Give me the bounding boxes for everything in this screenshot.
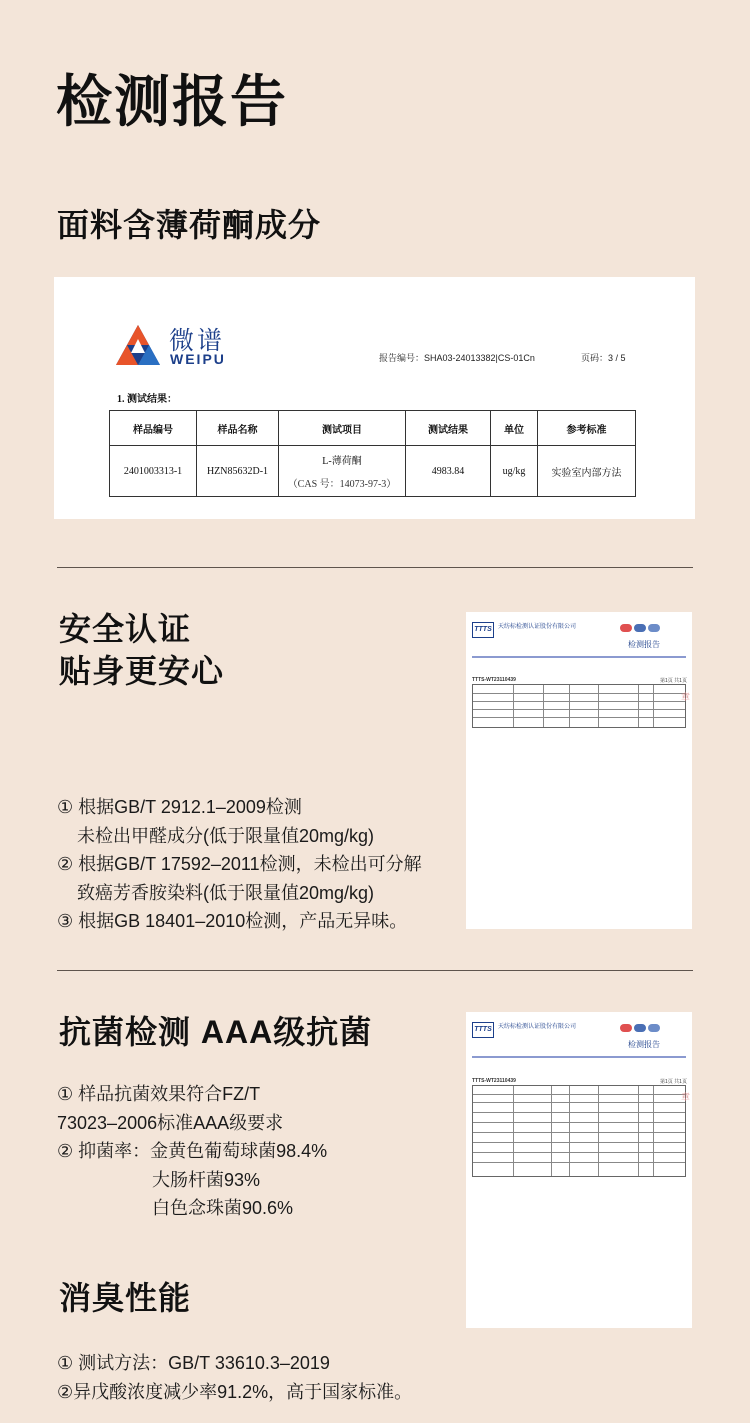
list-item: ③ 根据GB 18401–2010检测，产品无异味。 <box>57 911 408 931</box>
doc-rule <box>472 656 686 658</box>
doc-company: 天纺标检测认证股份有限公司 <box>498 624 577 630</box>
table-header: 样品编号 <box>110 411 197 446</box>
cert-logos-icon <box>620 1024 660 1032</box>
list-item: 未检出甲醛成分(低于限量值20mg/kg) <box>57 825 375 846</box>
table-header: 参考标准 <box>538 411 636 446</box>
ttts-logo-icon: TTTS <box>472 1022 494 1038</box>
test-item-cas: （CAS 号：14073-97-3） <box>287 479 397 490</box>
list-item: 白色念珠菌90.6% <box>152 1198 294 1218</box>
list-item: 73023–2006标准AAA级要求 <box>57 1112 284 1133</box>
table-row <box>110 446 636 497</box>
page-title: 检测报告 <box>56 70 288 133</box>
menthone-report-image <box>54 277 695 519</box>
deodor-list <box>57 1349 412 1406</box>
brand-name-en: WEIPU <box>170 351 226 367</box>
doc-rule <box>472 1056 686 1058</box>
list-item: ① 根据GB/T 2912.1–2009检测 <box>57 797 302 817</box>
weipu-logo-icon <box>114 323 162 367</box>
list-item: ②异戊酸浓度减少率91.2%，高于国家标准。 <box>57 1381 413 1402</box>
table-header: 测试项目 <box>279 411 406 446</box>
test-unit: ug/kg <box>491 446 538 497</box>
safety-list <box>57 793 422 936</box>
table-header: 测试结果 <box>406 411 491 446</box>
list-item: ① 样品抗菌效果符合FZ/T <box>57 1084 261 1104</box>
doc-table <box>472 1085 686 1177</box>
list-item: ① 测试方法：GB/T 33610.3–2019 <box>57 1353 330 1373</box>
antibacterial-list <box>57 1080 327 1223</box>
reference-standard: 实验室内部方法 <box>538 446 636 497</box>
deodor-heading: 消臭性能 <box>59 1280 192 1316</box>
table-header: 单位 <box>491 411 538 446</box>
cert-logos-icon <box>620 624 660 632</box>
ttts-logo-icon: TTTS <box>472 622 494 638</box>
list-item: 致癌芳香胺染料(低于限量值20mg/kg) <box>57 882 375 903</box>
doc-title: 检测报告 <box>628 1040 660 1049</box>
sample-name: HZN85632D-1 <box>197 446 279 497</box>
test-item <box>279 446 406 497</box>
doc-report-id: TTTS-WT23110439 <box>472 677 516 683</box>
test-result: 4983.84 <box>406 446 491 497</box>
test-results-label: 1. 测试结果： <box>117 394 177 405</box>
brand-name-cn: 微谱 <box>169 326 226 355</box>
doc-report-id: TTTS-WT23110439 <box>472 1078 516 1084</box>
sample-number: 2401003313-1 <box>110 446 197 497</box>
antibacterial-report-image <box>466 1012 692 1328</box>
doc-title: 检测报告 <box>628 640 660 649</box>
doc-company: 天纺标检测认证股份有限公司 <box>498 1024 577 1030</box>
section-divider <box>57 970 693 971</box>
test-item-name: L-薄荷酮 <box>322 456 362 467</box>
table-header: 样品名称 <box>197 411 279 446</box>
section-divider <box>57 567 693 568</box>
list-item: 大肠杆菌93% <box>152 1169 261 1190</box>
list-item: ② 抑菌率：金黄色葡萄球菌98.4% <box>57 1141 328 1161</box>
results-table <box>109 410 636 497</box>
stamp-icon: 章 <box>680 692 690 701</box>
antibacterial-heading: 抗菌检测 AAA级抗菌 <box>59 1014 373 1050</box>
doc-page: 第1页 共1页 <box>660 678 687 684</box>
list-item: ② 根据GB/T 17592–2011检测，未检出可分解 <box>57 854 422 874</box>
report-page-number: 页码：3 / 5 <box>581 353 626 363</box>
doc-table <box>472 684 686 728</box>
safety-report-image <box>466 612 692 929</box>
stamp-icon: 章 <box>680 1092 690 1101</box>
safety-heading-line2: 贴身更安心 <box>59 653 225 689</box>
table-header-row <box>110 411 636 446</box>
doc-page: 第1页 共1页 <box>660 1079 687 1085</box>
report-number: 报告编号：SHA03-24013382|CS-01Cn <box>379 353 535 363</box>
safety-heading-line1: 安全认证 <box>59 611 192 647</box>
menthone-heading: 面料含薄荷酮成分 <box>57 207 322 243</box>
